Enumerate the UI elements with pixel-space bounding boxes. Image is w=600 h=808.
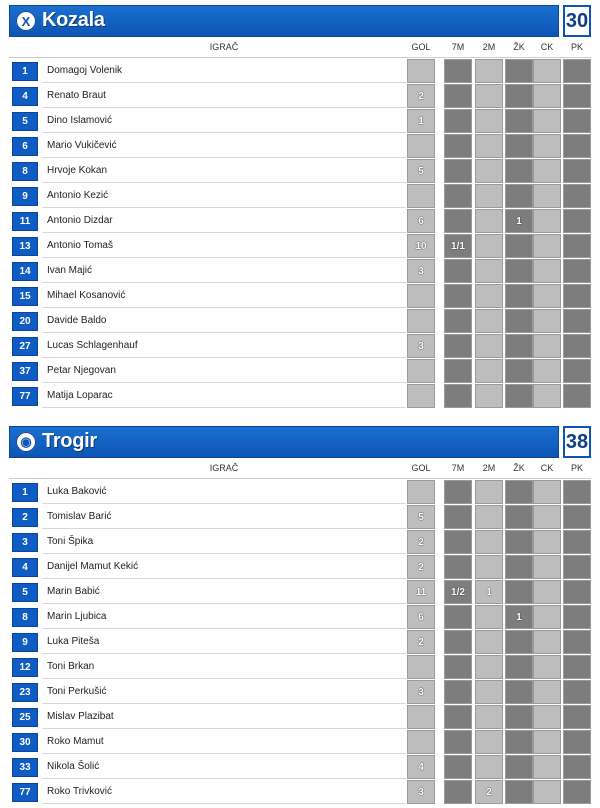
player-name: Ivan Majić	[42, 259, 406, 283]
zk-cell	[505, 134, 533, 158]
zk-cell	[505, 159, 533, 183]
zk-cell	[505, 680, 533, 704]
zk-cell	[505, 755, 533, 779]
2m-cell	[475, 755, 503, 779]
2m-cell	[475, 284, 503, 308]
col-gol: GOL	[411, 463, 431, 473]
ck-cell	[533, 159, 561, 183]
col-2m: 2M	[482, 42, 496, 52]
table-row	[9, 58, 591, 83]
ck-cell	[533, 580, 561, 604]
pk-cell	[563, 780, 591, 804]
7m-cell	[444, 530, 472, 554]
pk-cell	[563, 530, 591, 554]
gol-cell	[407, 184, 435, 208]
ck-cell	[533, 259, 561, 283]
zk-cell	[505, 505, 533, 529]
ck-cell	[533, 84, 561, 108]
team-header	[9, 5, 591, 37]
pk-cell	[563, 755, 591, 779]
gol-cell	[407, 705, 435, 729]
col-ck: CK	[540, 42, 554, 52]
7m-cell	[444, 555, 472, 579]
7m-cell	[444, 309, 472, 333]
table-row	[9, 704, 591, 729]
player-number: 2	[12, 508, 38, 527]
7m-cell	[444, 480, 472, 504]
player-number: 6	[12, 137, 38, 156]
ck-cell	[533, 730, 561, 754]
pk-cell	[563, 84, 591, 108]
col-player: IGRAČ	[209, 42, 239, 52]
player-name: Renato Braut	[42, 84, 406, 108]
2m-cell	[475, 184, 503, 208]
gol-cell: 10	[407, 234, 435, 258]
zk-cell	[505, 580, 533, 604]
player-name: Nikola Šolić	[42, 755, 406, 779]
player-name: Toni Brkan	[42, 655, 406, 679]
7m-cell	[444, 730, 472, 754]
col-7m: 7M	[451, 42, 465, 52]
player-name: Roko Trivković	[42, 780, 406, 804]
pk-cell	[563, 555, 591, 579]
zk-cell	[505, 109, 533, 133]
player-number: 5	[12, 112, 38, 131]
table-row	[9, 779, 591, 804]
gol-cell	[407, 384, 435, 408]
pk-cell	[563, 134, 591, 158]
7m-cell	[444, 680, 472, 704]
gol-cell	[407, 309, 435, 333]
trogir-logo-icon: ◉	[16, 432, 36, 452]
player-name: Marin Ljubica	[42, 605, 406, 629]
player-number: 9	[12, 633, 38, 652]
2m-cell	[475, 109, 503, 133]
zk-cell: 1	[505, 209, 533, 233]
player-number: 9	[12, 187, 38, 206]
player-name: Danijel Mamut Kekić	[42, 555, 406, 579]
7m-cell	[444, 705, 472, 729]
gol-cell: 5	[407, 159, 435, 183]
2m-cell	[475, 530, 503, 554]
gol-cell: 4	[407, 755, 435, 779]
7m-cell	[444, 209, 472, 233]
pk-cell	[563, 109, 591, 133]
player-number: 77	[12, 783, 38, 802]
player-number: 37	[12, 362, 38, 381]
pk-cell	[563, 505, 591, 529]
7m-cell	[444, 755, 472, 779]
ck-cell	[533, 384, 561, 408]
gol-cell: 2	[407, 630, 435, 654]
player-name: Davide Baldo	[42, 309, 406, 333]
2m-cell	[475, 730, 503, 754]
2m-cell	[475, 59, 503, 83]
gol-cell: 3	[407, 780, 435, 804]
gol-cell	[407, 134, 435, 158]
ck-cell	[533, 109, 561, 133]
table-row	[9, 158, 591, 183]
team-score: 30	[563, 5, 591, 37]
pk-cell	[563, 580, 591, 604]
table-row	[9, 258, 591, 283]
2m-cell	[475, 505, 503, 529]
ck-cell	[533, 630, 561, 654]
2m-cell	[475, 309, 503, 333]
player-name: Marin Babić	[42, 580, 406, 604]
player-name: Luka Baković	[42, 480, 406, 504]
table-row	[9, 754, 591, 779]
player-number: 33	[12, 758, 38, 777]
player-name: Petar Njegovan	[42, 359, 406, 383]
team-name: Kozala	[42, 9, 105, 31]
pk-cell	[563, 309, 591, 333]
pk-cell	[563, 655, 591, 679]
player-name: Antonio Tomaš	[42, 234, 406, 258]
7m-cell	[444, 84, 472, 108]
player-name: Lucas Schlagenhauf	[42, 334, 406, 358]
col-pk: PK	[570, 463, 583, 473]
zk-cell	[505, 384, 533, 408]
ck-cell	[533, 284, 561, 308]
gol-cell: 1	[407, 109, 435, 133]
team-section-home	[9, 5, 591, 408]
table-row	[9, 554, 591, 579]
player-number: 1	[12, 62, 38, 81]
table-row	[9, 183, 591, 208]
player-number: 13	[12, 237, 38, 256]
pk-cell	[563, 384, 591, 408]
7m-cell	[444, 605, 472, 629]
gol-cell	[407, 655, 435, 679]
zk-cell: 1	[505, 605, 533, 629]
2m-cell	[475, 209, 503, 233]
player-number: 11	[12, 212, 38, 231]
zk-cell	[505, 630, 533, 654]
gol-cell: 5	[407, 505, 435, 529]
player-name: Mislav Plazibat	[42, 705, 406, 729]
2m-cell	[475, 159, 503, 183]
gol-cell: 3	[407, 680, 435, 704]
table-row	[9, 333, 591, 358]
table-row	[9, 233, 591, 258]
2m-cell	[475, 655, 503, 679]
col-7m: 7M	[451, 463, 465, 473]
pk-cell	[563, 605, 591, 629]
7m-cell: 1/2	[444, 580, 472, 604]
7m-cell	[444, 630, 472, 654]
2m-cell	[475, 384, 503, 408]
player-name: Domagoj Volenik	[42, 59, 406, 83]
7m-cell	[444, 59, 472, 83]
7m-cell: 1/1	[444, 234, 472, 258]
ck-cell	[533, 505, 561, 529]
player-number: 4	[12, 558, 38, 577]
pk-cell	[563, 334, 591, 358]
pk-cell	[563, 630, 591, 654]
col-gol: GOL	[411, 42, 431, 52]
pk-cell	[563, 730, 591, 754]
ck-cell	[533, 309, 561, 333]
player-name: Tomislav Barić	[42, 505, 406, 529]
7m-cell	[444, 159, 472, 183]
7m-cell	[444, 134, 472, 158]
player-number: 14	[12, 262, 38, 281]
ck-cell	[533, 359, 561, 383]
2m-cell: 1	[475, 580, 503, 604]
team-title-bar	[9, 426, 559, 458]
7m-cell	[444, 505, 472, 529]
player-number: 15	[12, 287, 38, 306]
zk-cell	[505, 234, 533, 258]
table-row	[9, 504, 591, 529]
gol-cell	[407, 359, 435, 383]
table-row	[9, 629, 591, 654]
player-number: 8	[12, 162, 38, 181]
player-number: 27	[12, 337, 38, 356]
player-number: 5	[12, 583, 38, 602]
ck-cell	[533, 480, 561, 504]
ck-cell	[533, 555, 561, 579]
col-zk: ŽK	[513, 463, 525, 473]
player-name: Toni Špika	[42, 530, 406, 554]
table-row	[9, 579, 591, 604]
ck-cell	[533, 134, 561, 158]
7m-cell	[444, 359, 472, 383]
col-pk: PK	[570, 42, 583, 52]
2m-cell: 2	[475, 780, 503, 804]
pk-cell	[563, 59, 591, 83]
table-row	[9, 308, 591, 333]
2m-cell	[475, 630, 503, 654]
ck-cell	[533, 59, 561, 83]
player-name: Toni Perkušić	[42, 680, 406, 704]
col-2m: 2M	[482, 463, 496, 473]
kozala-logo-icon: X	[16, 11, 36, 31]
gol-cell	[407, 480, 435, 504]
2m-cell	[475, 705, 503, 729]
pk-cell	[563, 359, 591, 383]
ck-cell	[533, 680, 561, 704]
2m-cell	[475, 134, 503, 158]
player-name: Dino Islamović	[42, 109, 406, 133]
column-header-row	[9, 458, 591, 479]
gol-cell: 2	[407, 555, 435, 579]
gol-cell: 3	[407, 334, 435, 358]
2m-cell	[475, 605, 503, 629]
team-section-away	[9, 426, 591, 804]
table-row	[9, 133, 591, 158]
zk-cell	[505, 730, 533, 754]
table-row	[9, 83, 591, 108]
gol-cell: 6	[407, 209, 435, 233]
zk-cell	[505, 359, 533, 383]
2m-cell	[475, 359, 503, 383]
column-header-row	[9, 37, 591, 58]
7m-cell	[444, 334, 472, 358]
ck-cell	[533, 234, 561, 258]
gol-cell	[407, 730, 435, 754]
ck-cell	[533, 184, 561, 208]
7m-cell	[444, 259, 472, 283]
gol-cell	[407, 284, 435, 308]
ck-cell	[533, 755, 561, 779]
zk-cell	[505, 184, 533, 208]
player-number: 1	[12, 483, 38, 502]
zk-cell	[505, 480, 533, 504]
table-row	[9, 108, 591, 133]
gol-cell: 2	[407, 84, 435, 108]
player-number: 3	[12, 533, 38, 552]
team-score: 38	[563, 426, 591, 458]
player-name: Mario Vukičević	[42, 134, 406, 158]
zk-cell	[505, 705, 533, 729]
player-name: Matija Loparac	[42, 384, 406, 408]
team-title-bar	[9, 5, 559, 37]
table-row	[9, 208, 591, 233]
table-row	[9, 679, 591, 704]
2m-cell	[475, 480, 503, 504]
player-number: 20	[12, 312, 38, 331]
table-row	[9, 604, 591, 629]
zk-cell	[505, 530, 533, 554]
table-row	[9, 479, 591, 504]
7m-cell	[444, 384, 472, 408]
ck-cell	[533, 655, 561, 679]
pk-cell	[563, 259, 591, 283]
player-name: Hrvoje Kokan	[42, 159, 406, 183]
ck-cell	[533, 780, 561, 804]
gol-cell: 3	[407, 259, 435, 283]
player-name: Antonio Dizdar	[42, 209, 406, 233]
pk-cell	[563, 184, 591, 208]
2m-cell	[475, 334, 503, 358]
ck-cell	[533, 334, 561, 358]
gol-cell: 11	[407, 580, 435, 604]
7m-cell	[444, 780, 472, 804]
2m-cell	[475, 555, 503, 579]
table-row	[9, 283, 591, 308]
gol-cell: 6	[407, 605, 435, 629]
pk-cell	[563, 234, 591, 258]
zk-cell	[505, 259, 533, 283]
player-name: Luka Piteša	[42, 630, 406, 654]
ck-cell	[533, 605, 561, 629]
zk-cell	[505, 555, 533, 579]
zk-cell	[505, 334, 533, 358]
player-number: 23	[12, 683, 38, 702]
player-number: 4	[12, 87, 38, 106]
col-player: IGRAČ	[209, 463, 239, 473]
7m-cell	[444, 655, 472, 679]
gol-cell: 2	[407, 530, 435, 554]
table-row	[9, 654, 591, 679]
7m-cell	[444, 109, 472, 133]
pk-cell	[563, 284, 591, 308]
team-name: Trogir	[42, 430, 97, 452]
col-zk: ŽK	[513, 42, 525, 52]
player-list	[9, 58, 591, 408]
7m-cell	[444, 184, 472, 208]
player-number: 25	[12, 708, 38, 727]
zk-cell	[505, 309, 533, 333]
pk-cell	[563, 159, 591, 183]
zk-cell	[505, 84, 533, 108]
player-list	[9, 479, 591, 804]
pk-cell	[563, 705, 591, 729]
table-row	[9, 729, 591, 754]
player-name: Mihael Kosanović	[42, 284, 406, 308]
pk-cell	[563, 680, 591, 704]
2m-cell	[475, 84, 503, 108]
table-row	[9, 529, 591, 554]
ck-cell	[533, 209, 561, 233]
pk-cell	[563, 209, 591, 233]
table-row	[9, 358, 591, 383]
2m-cell	[475, 234, 503, 258]
ck-cell	[533, 705, 561, 729]
team-header	[9, 426, 591, 458]
2m-cell	[475, 680, 503, 704]
table-row	[9, 383, 591, 408]
player-name: Roko Mamut	[42, 730, 406, 754]
player-number: 30	[12, 733, 38, 752]
2m-cell	[475, 259, 503, 283]
zk-cell	[505, 655, 533, 679]
player-number: 77	[12, 387, 38, 406]
player-name: Antonio Kezić	[42, 184, 406, 208]
col-ck: CK	[540, 463, 554, 473]
player-number: 8	[12, 608, 38, 627]
7m-cell	[444, 284, 472, 308]
zk-cell	[505, 284, 533, 308]
pk-cell	[563, 480, 591, 504]
gol-cell	[407, 59, 435, 83]
ck-cell	[533, 530, 561, 554]
zk-cell	[505, 780, 533, 804]
zk-cell	[505, 59, 533, 83]
player-number: 12	[12, 658, 38, 677]
